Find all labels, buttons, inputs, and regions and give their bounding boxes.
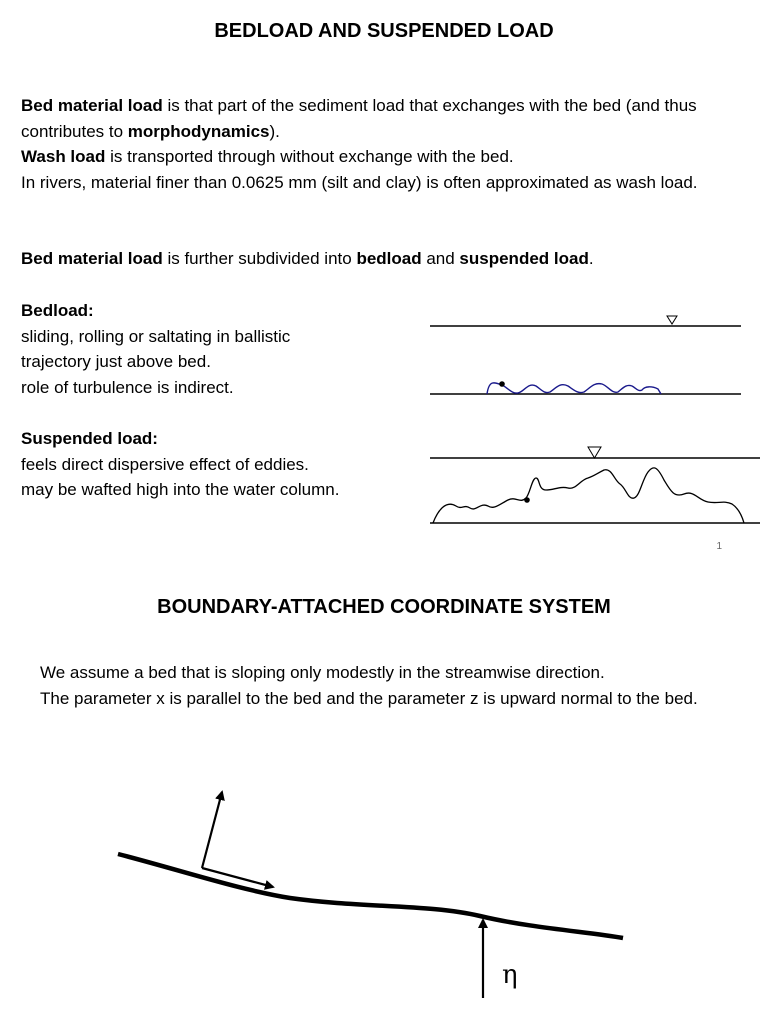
- term-bed-material-load: Bed material load: [21, 96, 163, 115]
- suspended-heading: Suspended load:: [21, 429, 158, 448]
- suspension-trajectory-path: [433, 468, 744, 523]
- description-line-2: The parameter x is parallel to the bed and the parameter z is upward normal to the bed.: [40, 688, 698, 708]
- term-bed-material-load-2: Bed material load: [21, 249, 163, 268]
- term-morphodynamics: morphodynamics: [127, 121, 270, 141]
- term-bedload: bedload: [356, 249, 422, 268]
- sediment-particle: [499, 381, 505, 387]
- suspended-load-diagram: [428, 440, 763, 530]
- bed-profile-curve: [118, 854, 623, 938]
- x-axis-arrow: [202, 868, 273, 887]
- suspended-line-1: feels direct dispersive effect of eddies.: [21, 454, 309, 474]
- subdivision-text-2: and: [421, 249, 460, 268]
- saltation-trajectory-path: [487, 383, 661, 394]
- subdivision-text-1: is further subdivided into: [162, 249, 357, 268]
- subdivision-text-3: .: [588, 249, 594, 268]
- definition-rivers-text: In rivers, material finer than 0.0625 mm (silt and clay) is often approximated as wash load.: [21, 173, 698, 193]
- definition-bed-material-text: is that part of the sediment load that exchanges with the bed (and thus contributes to: [21, 96, 697, 141]
- page-number: 1: [716, 541, 722, 552]
- water-surface-marker-icon: [667, 316, 677, 324]
- slide-1-title: BEDLOAD AND SUSPENDED LOAD: [214, 20, 554, 42]
- definition-bed-material-end: ).: [269, 121, 280, 141]
- bedload-description: [21, 298, 421, 401]
- water-surface-marker-icon: [588, 447, 601, 458]
- bedload-heading: Bedload:: [21, 301, 94, 320]
- slide-2-title: BOUNDARY-ATTACHED COORDINATE SYSTEM: [157, 596, 611, 618]
- subdivision-paragraph: [21, 246, 721, 272]
- definition-wash-load-text: is transported through without exchange with the bed.: [105, 147, 514, 167]
- bedload-line-2: role of turbulence is indirect.: [21, 378, 234, 398]
- slide-coordinate-system: [0, 560, 768, 1024]
- eta-label: η: [502, 960, 518, 990]
- sediment-particle: [524, 497, 530, 503]
- coordinate-description: [40, 660, 740, 711]
- z-axis-arrow: [202, 792, 222, 868]
- suspended-line-2: may be wafted high into the water column.: [21, 480, 340, 500]
- bedload-line-1: sliding, rolling or saltating in ballistic trajectory just above bed.: [21, 326, 291, 372]
- bedload-diagram: [428, 308, 748, 403]
- coordinate-system-diagram: [100, 770, 640, 1000]
- definitions-paragraph: [21, 93, 721, 196]
- suspended-load-description: [21, 426, 421, 503]
- term-wash-load: Wash load: [21, 147, 106, 167]
- term-suspended-load: suspended load: [459, 249, 589, 268]
- description-line-1: We assume a bed that is sloping only modestly in the streamwise direction.: [40, 663, 605, 682]
